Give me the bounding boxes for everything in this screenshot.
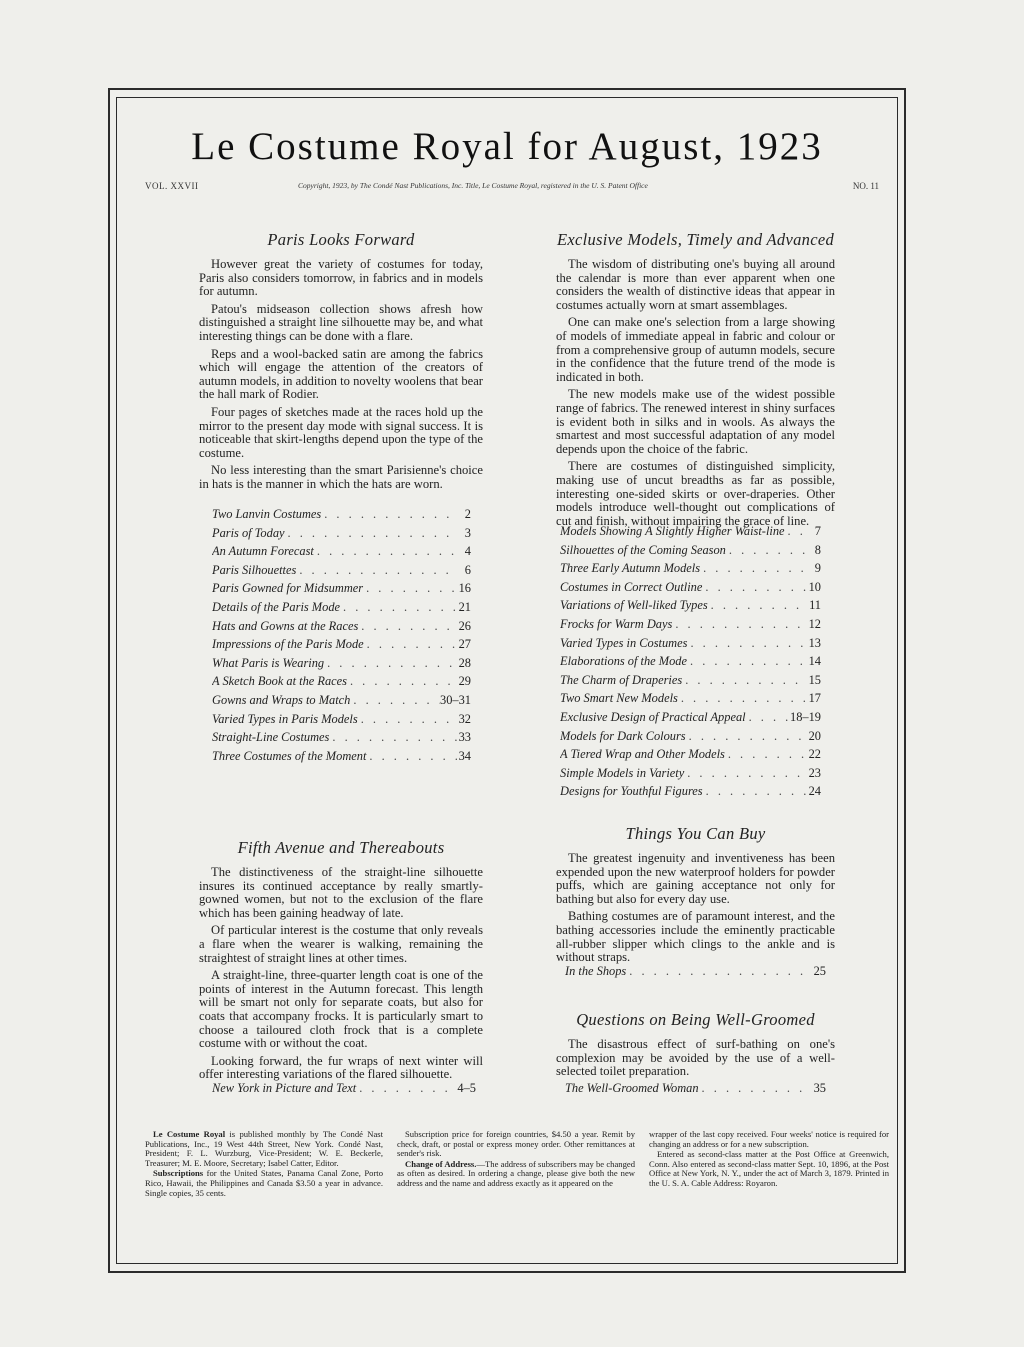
table-of-contents — [565, 964, 826, 983]
toc-entry[interactable]: Exclusive Design of Practical Appeal . . . 18–19 — [560, 710, 821, 729]
toc-entry[interactable]: Paris Gowned for Midsummer . . . 16 — [212, 581, 471, 600]
section-heading: Things You Can Buy — [625, 824, 766, 843]
paragraph: The new models make use of the widest possible range of fabrics. The renewed interest in shiny surfaces is evident both in silks and in wools. As always the smartest and most successful adaptation of any model depends upon the choice of the fabric. — [556, 387, 835, 456]
section-things-you-can-buy — [556, 824, 835, 969]
table-of-contents — [565, 1081, 826, 1100]
toc-entry[interactable]: Hats and Gowns at the Races . . . 26 — [212, 619, 471, 638]
paragraph: Looking forward, the fur wraps of next winter will offer interesting variations of the flared silhouette. — [199, 1053, 483, 1082]
toc-entry[interactable]: Simple Models in Variety . . . 23 — [560, 766, 821, 785]
toc-entry[interactable]: The Charm of Draperies . . . 15 — [560, 673, 821, 692]
toc-entry[interactable]: Two Lanvin Costumes . . . 2 — [212, 507, 471, 526]
section-heading: Exclusive Models, Timely and Advanced — [556, 230, 834, 249]
section-exclusive — [556, 230, 835, 532]
section-fifth-avenue — [199, 838, 483, 1086]
paragraph: There are costumes of distinguished simplicity, making use of uncut breadths as far as possible, interesting one-sided skirts or over-draperies. Other models introduce well-thought out complications of cut and finish, without impairing the grace of line. — [556, 459, 835, 528]
toc-entry[interactable]: Designs for Youthful Figures . . . 24 — [560, 784, 821, 803]
toc-entry[interactable]: Models Showing A Slightly Higher Waist-line . . . 7 — [560, 524, 821, 543]
footer-text: —The address of subscribers may be changed as often as desired. In ordering a change, please give both the new address and the name and address exactly as it appeared on the — [397, 1158, 636, 1188]
paragraph: Of particular interest is the costume that only reveals a flare when the wearer is walking, remaining the straightest of straight lines at other times. — [199, 923, 483, 965]
toc-entry[interactable]: Two Smart New Models . . . 17 — [560, 691, 821, 710]
section-heading: Fifth Avenue and Thereabouts — [237, 838, 445, 857]
footer-publisher-info — [145, 1130, 383, 1199]
toc-well-groomed — [565, 1081, 826, 1100]
toc-exclusive — [560, 524, 821, 803]
footer-mailing-info — [649, 1130, 889, 1190]
footer-text: Entered as second-class matter at the Post Office at Greenwich, Conn. Also entered as second-class matter Sept. 10, 1896, at the Post Office at New York, N. Y., under the act of March 3, 1879. Printed in the U. S. A. Cable Address: Royaron. — [649, 1149, 889, 1188]
footer-lead: Le Costume Royal — [153, 1129, 226, 1139]
toc-entry[interactable]: Details of the Paris Mode . . . 21 — [212, 600, 471, 619]
toc-entry[interactable]: The Well-Groomed Woman . . . 35 — [565, 1081, 826, 1100]
issue-number: NO. 11 — [852, 181, 879, 191]
table-of-contents — [212, 1081, 476, 1100]
toc-entry[interactable]: Frocks for Warm Days . . . 12 — [560, 617, 821, 636]
toc-entry[interactable]: In the Shops . . . 25 — [565, 964, 826, 983]
toc-entry[interactable]: A Sketch Book at the Races . . . 29 — [212, 674, 471, 693]
paragraph: Bathing costumes are of paramount interest, and the bathing accessories include the eminently practicable all-rubber slipper which clings to the ankle and is without straps. — [556, 909, 835, 965]
section-body — [199, 258, 483, 492]
paragraph: The disastrous effect of surf-bathing on one's complexion may be avoided by the use of a well-selected toilet preparation. — [556, 1037, 835, 1079]
toc-entry[interactable]: Costumes in Correct Outline . . . 10 — [560, 580, 821, 599]
toc-entry[interactable]: Models for Dark Colours . . . 20 — [560, 729, 821, 748]
toc-entry[interactable]: Paris Silhouettes . . . 6 — [212, 563, 471, 582]
toc-entry[interactable]: What Paris is Wearing . . . 28 — [212, 656, 471, 675]
toc-entry[interactable]: Varied Types in Paris Models . . . 32 — [212, 712, 471, 731]
paragraph: Patou's midseason collection shows afresh how distinguished a straight line silhouette may be, and what interesting things can be done with a flare. — [199, 301, 483, 343]
paragraph: The distinctiveness of the straight-line silhouette insures its continued acceptance by really smartly-gowned women, but not to the exclusion of the flare which has been gaining headway of late. — [199, 865, 483, 920]
toc-entry[interactable]: Gowns and Wraps to Match . . . 30–31 — [212, 693, 471, 712]
toc-entry[interactable]: Varied Types in Costumes . . . 13 — [560, 636, 821, 655]
section-body — [199, 866, 483, 1082]
footer-text: for the United States, Panama Canal Zone, Porto Rico, Hawaii, the Philippines and Canada $3.50 a year in advance. Single copies, 35 cents. — [145, 1168, 383, 1198]
volume-label: VOL. XXVII — [145, 181, 199, 191]
toc-entry[interactable]: An Autumn Forecast . . . 4 — [212, 544, 471, 563]
paragraph: A straight-line, three-quarter length coat is one of the points of interest in the Autumn forecast. This length will be smart not only for separate coats, but also for coats that accompany frocks. It is particularly smart to choose a tailoured cloth frock that is a complete costume with or without the coat. — [199, 968, 483, 1051]
copyright-notice: Copyright, 1923, by The Condé Nast Publications, Inc. Title, Le Costume Royal, registered in the U. S. Patent Office — [298, 181, 648, 190]
paragraph: No less interesting than the smart Parisienne's choice in hats is the manner in which the hats are worn. — [199, 463, 483, 491]
footer-subscription-info — [397, 1130, 635, 1190]
toc-things — [565, 964, 826, 983]
toc-entry[interactable]: Straight-Line Costumes . . . 33 — [212, 730, 471, 749]
paragraph: Four pages of sketches made at the races hold up the mirror to the present day mode with signal success. It is noticeable that skirt-lengths depend upon the type of the costume. — [199, 404, 483, 460]
footer-lead: Change of Address. — [405, 1158, 477, 1169]
footer-text: is published monthly by The Condé Nast Publications, Inc., 19 West 44th Street, New York. Condé Nast, President; F. L. Wurzburg, Vice-President; W. E. Beckerle, Treasurer; M. E. Moore, Secretary; Isabel Catter, Editor. — [145, 1129, 384, 1168]
toc-fifth-avenue — [212, 1081, 476, 1100]
magazine-title: Le Costume Royal for August, 1923 — [191, 125, 823, 168]
toc-entry[interactable]: Elaborations of the Mode . . . 14 — [560, 654, 821, 673]
section-well-groomed — [556, 1010, 835, 1083]
table-of-contents — [560, 524, 821, 803]
toc-entry[interactable]: Paris of Today . . . 3 — [212, 526, 471, 545]
toc-paris — [212, 507, 471, 767]
section-body — [556, 1038, 835, 1079]
toc-entry[interactable]: Impressions of the Paris Mode . . . 27 — [212, 637, 471, 656]
section-heading: Questions on Being Well-Groomed — [576, 1010, 815, 1029]
toc-entry[interactable]: Variations of Well-liked Types . . . 11 — [560, 598, 821, 617]
toc-entry[interactable]: Silhouettes of the Coming Season . . . 8 — [560, 543, 821, 562]
section-body — [556, 258, 835, 528]
toc-entry[interactable]: Three Costumes of the Moment . . . 34 — [212, 749, 471, 768]
section-heading: Paris Looks Forward — [267, 230, 415, 249]
footer-text: Subscription price for foreign countries, $4.50 a year. Remit by check, draft, or postal or express money order. Other remittances at sender's risk. — [397, 1129, 635, 1159]
paragraph: One can make one's selection from a large showing of models of immediate appeal in fabric and colour or from a comprehensive group of autumn models, secure in the confidence that the future trend of the mode is indicated in both. — [556, 315, 835, 384]
paragraph: The wisdom of distributing one's buying all around the calendar is more than ever apparent when one considers the wealth of distinctive ideas that appear in costumes actually worn at smart assemblages. — [556, 257, 835, 312]
footer-lead: Subscriptions — [153, 1168, 204, 1179]
paragraph: The greatest ingenuity and inventiveness has been expended upon the new waterproof holders for powder puffs, which are gaining acceptance not only for bathing but also for every day use. — [556, 851, 835, 906]
section-body — [556, 852, 835, 965]
footer-text: wrapper of the last copy received. Four weeks' notice is required for changing an address or for a new subscription. — [649, 1129, 889, 1149]
section-paris — [199, 230, 483, 496]
paragraph: Reps and a wool-backed satin are among the fabrics which will engage the attention of the creators of autumn models, in addition to novelty woolens that bear the hall mark of Rodier. — [199, 346, 483, 402]
paragraph: However great the variety of costumes for today, Paris also considers tomorrow, in fabrics and in models for autumn. — [199, 257, 483, 299]
toc-entry[interactable]: Three Early Autumn Models . . . 9 — [560, 561, 821, 580]
toc-entry[interactable]: A Tiered Wrap and Other Models . . . 22 — [560, 747, 821, 766]
toc-entry[interactable]: New York in Picture and Text . . . 4–5 — [212, 1081, 476, 1100]
table-of-contents — [212, 507, 471, 767]
